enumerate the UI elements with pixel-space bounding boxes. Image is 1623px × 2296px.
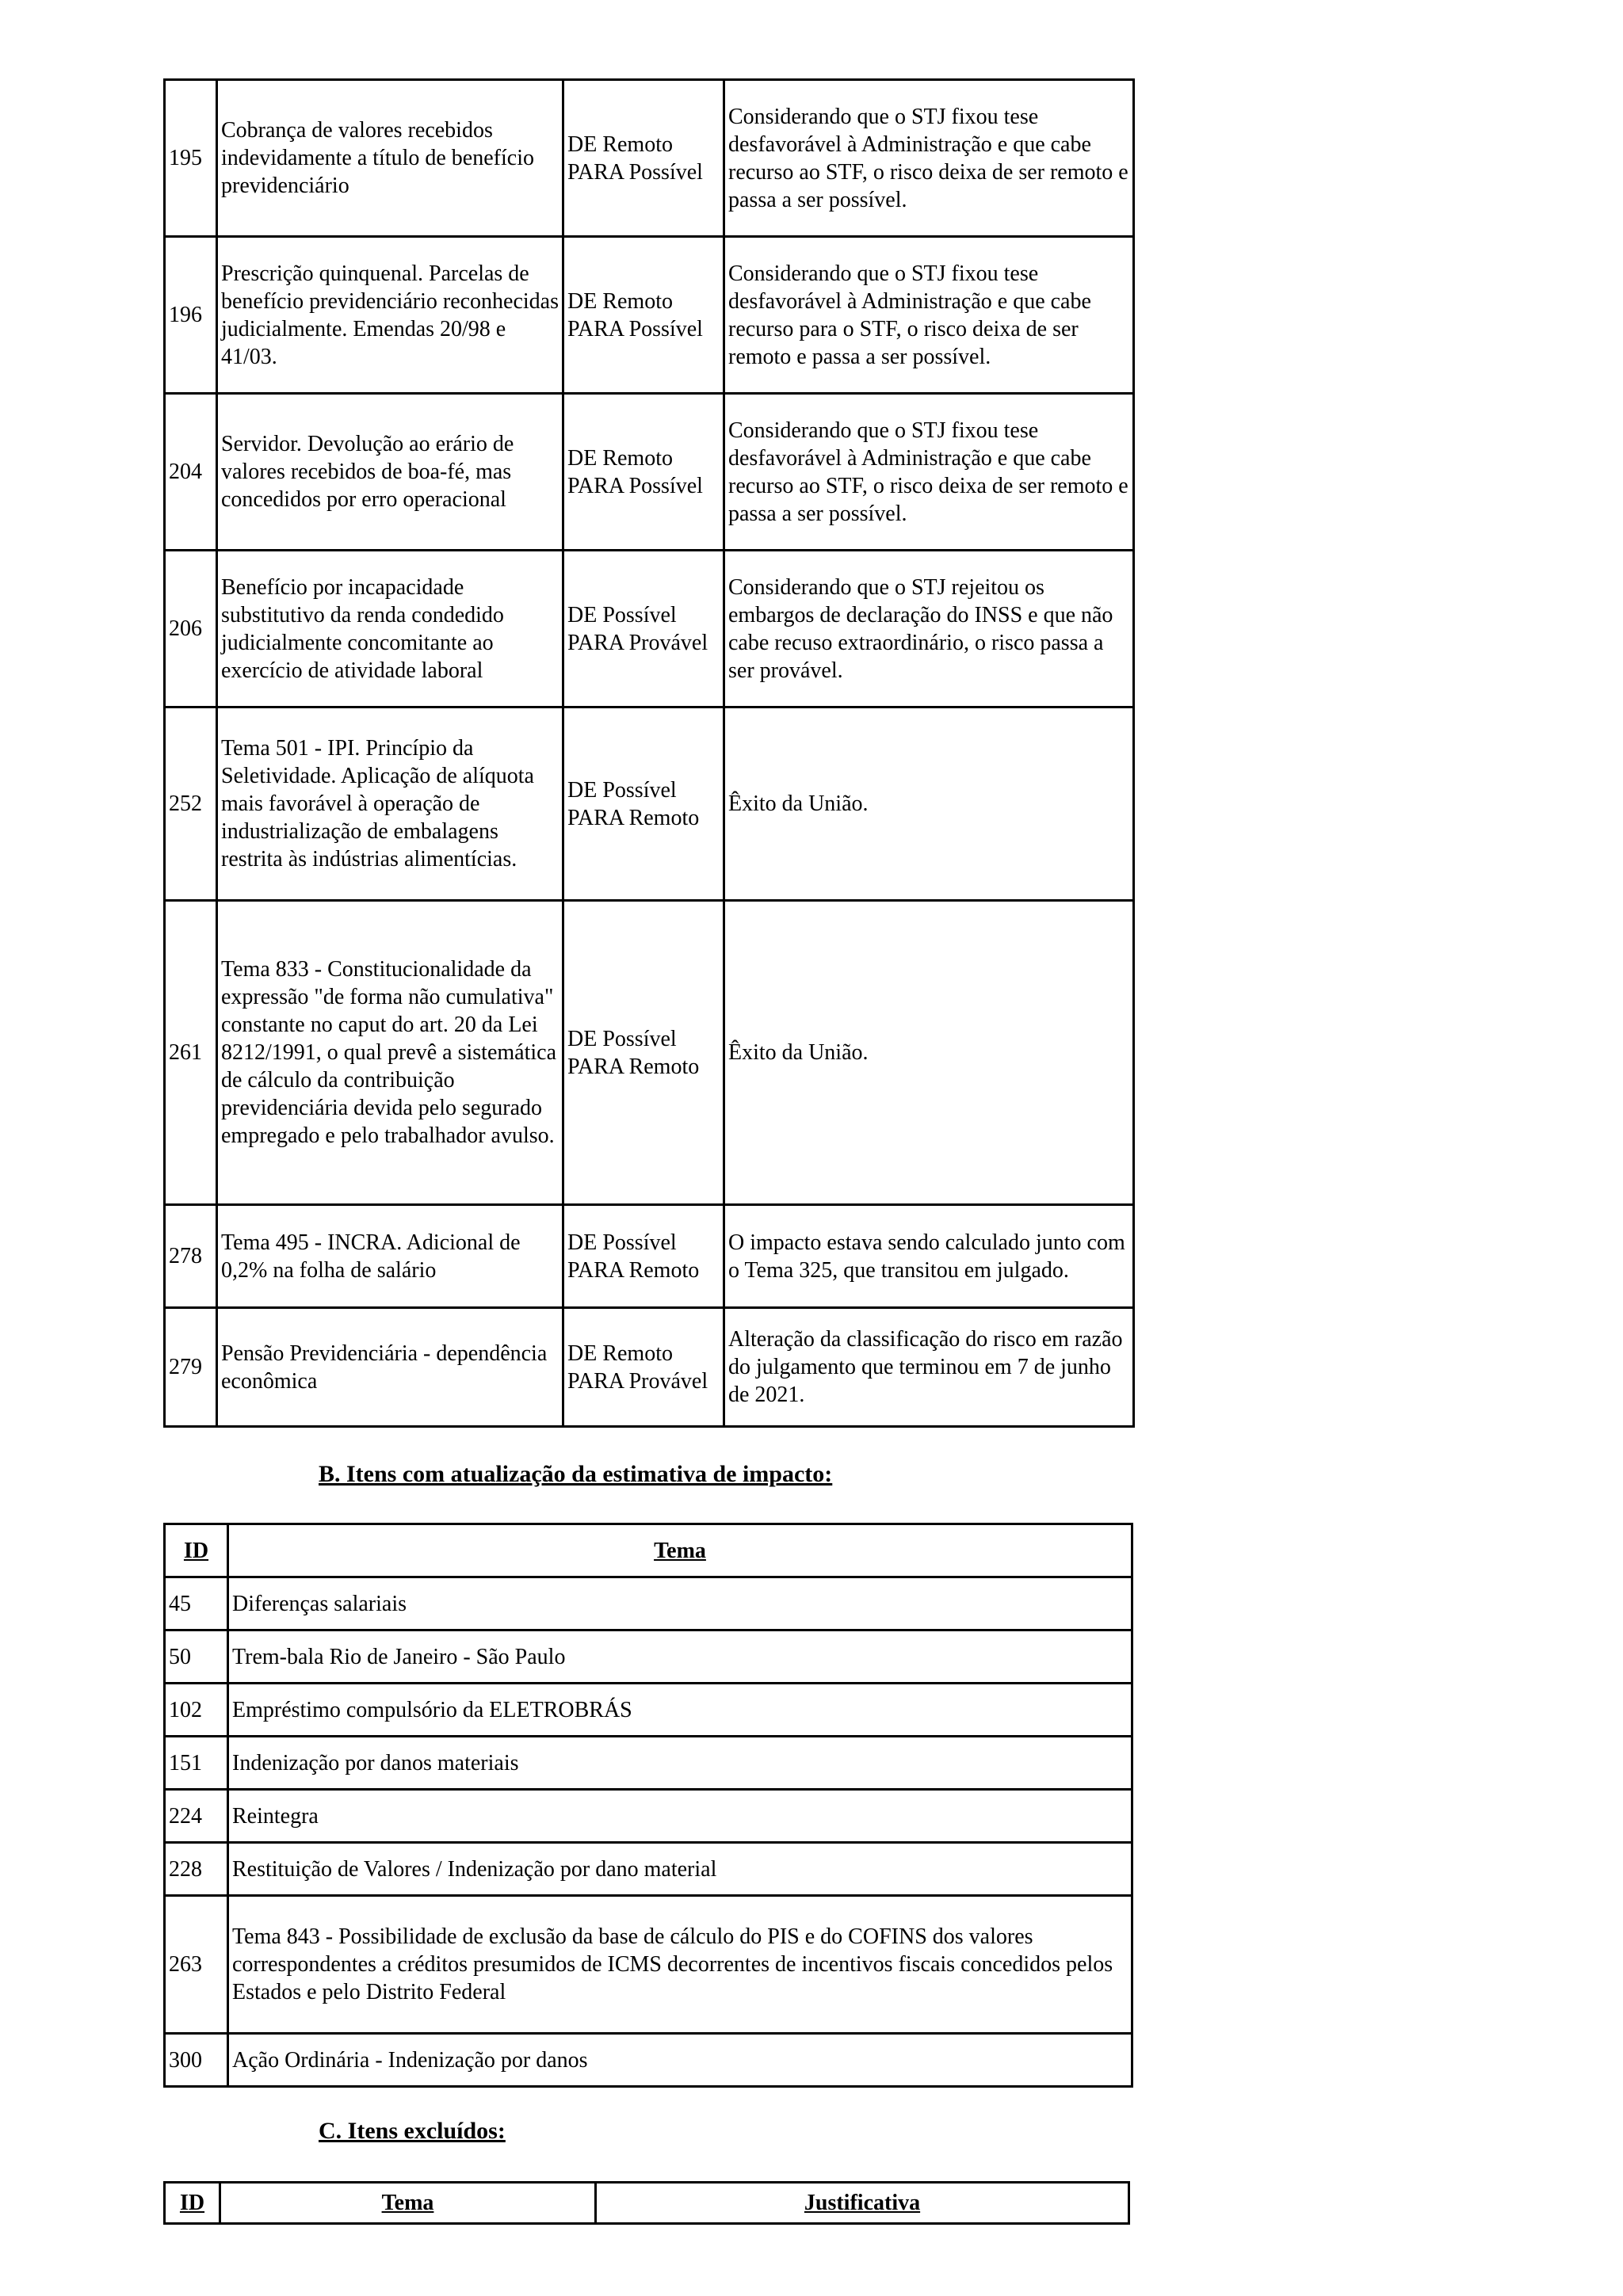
row-justificativa: Êxito da União.	[724, 901, 1134, 1205]
row-id: 206	[165, 551, 217, 707]
risk-change-table	[163, 78, 1135, 1428]
row-tema: Tema 833 - Constitucionalidade da expressão "de forma não cumulativa" constante no caput do art. 20 da Lei 8212/1991, o qual prevê a sistemática de cálculo da contribuição previdenciária devida pelo segurado empregado e pelo trabalhador avulso.	[217, 901, 563, 1205]
row-tema: Diferenças salariais	[228, 1577, 1132, 1630]
table-row	[165, 2034, 1132, 2087]
row-id: 195	[165, 80, 217, 237]
table-row	[165, 1896, 1132, 2034]
column-header-id: ID	[165, 1524, 228, 1577]
table-row	[165, 901, 1134, 1205]
row-tema: Pensão Previdenciária - dependência econômica	[217, 1308, 563, 1427]
row-justificativa: Êxito da União.	[724, 707, 1134, 901]
table-row	[165, 707, 1134, 901]
row-id: 196	[165, 237, 217, 394]
row-tema: Indenização por danos materiais	[228, 1737, 1132, 1790]
row-change: DE Remoto PARA Provável	[563, 1308, 724, 1427]
row-tema: Tema 495 - INCRA. Adicional de 0,2% na folha de salário	[217, 1205, 563, 1308]
row-change: DE Possível PARA Provável	[563, 551, 724, 707]
row-id: 300	[165, 2034, 228, 2087]
table-row	[165, 1737, 1132, 1790]
table-row	[165, 1577, 1132, 1630]
table-row	[165, 394, 1134, 551]
table-row	[165, 1205, 1134, 1308]
section-b-heading: B. Itens com atualização da estimativa de impacto:	[319, 1461, 833, 1487]
row-change: DE Possível PARA Remoto	[563, 901, 724, 1205]
row-change: DE Remoto PARA Possível	[563, 237, 724, 394]
row-tema: Tema 501 - IPI. Princípio da Seletividade. Aplicação de alíquota mais favorável à operação de industrialização de embalagens restrita às indústrias alimentícias.	[217, 707, 563, 901]
row-tema: Reintegra	[228, 1790, 1132, 1843]
table-row	[165, 237, 1134, 394]
row-tema: Trem-bala Rio de Janeiro - São Paulo	[228, 1630, 1132, 1684]
table-row	[165, 1630, 1132, 1684]
column-header-tema: Tema	[220, 2183, 596, 2224]
row-tema: Cobrança de valores recebidos indevidamente a título de benefício previdenciário	[217, 80, 563, 237]
row-id: 151	[165, 1737, 228, 1790]
table-row	[165, 551, 1134, 707]
row-id: 263	[165, 1896, 228, 2034]
row-change: DE Remoto PARA Possível	[563, 80, 724, 237]
table-row	[165, 1790, 1132, 1843]
row-id: 204	[165, 394, 217, 551]
row-id: 261	[165, 901, 217, 1205]
row-tema: Restituição de Valores / Indenização por dano material	[228, 1843, 1132, 1896]
row-change: DE Possível PARA Remoto	[563, 1205, 724, 1308]
row-justificativa: Considerando que o STJ rejeitou os embargos de declaração do INSS e que não cabe recuso extraordinário, o risco passa a ser provável.	[724, 551, 1134, 707]
row-tema: Empréstimo compulsório da ELETROBRÁS	[228, 1684, 1132, 1737]
section-c-heading: C. Itens excluídos:	[319, 2118, 506, 2144]
row-tema: Ação Ordinária - Indenização por danos	[228, 2034, 1132, 2087]
row-justificativa: Considerando que o STJ fixou tese desfavorável à Administração e que cabe recurso para o STF, o risco deixa de ser remoto e passa a ser possível.	[724, 237, 1134, 394]
table-row	[165, 1843, 1132, 1896]
row-tema: Benefício por incapacidade substitutivo da renda condedido judicialmente concomitante ao exercício de atividade laboral	[217, 551, 563, 707]
impact-update-table	[163, 1523, 1133, 2088]
table-row	[165, 1308, 1134, 1427]
column-header-tema: Tema	[228, 1524, 1132, 1577]
row-tema: Prescrição quinquenal. Parcelas de benefício previdenciário reconhecidas judicialmente. Emendas 20/98 e 41/03.	[217, 237, 563, 394]
excluded-items-table	[163, 2181, 1130, 2225]
row-justificativa: O impacto estava sendo calculado junto com o Tema 325, que transitou em julgado.	[724, 1205, 1134, 1308]
row-id: 224	[165, 1790, 228, 1843]
row-id: 102	[165, 1684, 228, 1737]
column-header-justificativa: Justificativa	[596, 2183, 1129, 2224]
row-justificativa: Considerando que o STJ fixou tese desfavorável à Administração e que cabe recurso ao STF, o risco deixa de ser remoto e passa a ser possível.	[724, 394, 1134, 551]
row-id: 279	[165, 1308, 217, 1427]
row-id: 50	[165, 1630, 228, 1684]
row-tema: Servidor. Devolução ao erário de valores recebidos de boa-fé, mas concedidos por erro operacional	[217, 394, 563, 551]
row-change: DE Possível PARA Remoto	[563, 707, 724, 901]
row-id: 278	[165, 1205, 217, 1308]
row-tema: Tema 843 - Possibilidade de exclusão da base de cálculo do PIS e do COFINS dos valores correspondentes a créditos presumidos de ICMS decorrentes de incentivos fiscais concedidos pelos Estados e pelo Distrito Federal	[228, 1896, 1132, 2034]
row-justificativa: Considerando que o STJ fixou tese desfavorável à Administração e que cabe recurso ao STF, o risco deixa de ser remoto e passa a ser possível.	[724, 80, 1134, 237]
row-change: DE Remoto PARA Possível	[563, 394, 724, 551]
row-justificativa: Alteração da classificação do risco em razão do julgamento que terminou em 7 de junho de 2021.	[724, 1308, 1134, 1427]
row-id: 252	[165, 707, 217, 901]
table-row	[165, 80, 1134, 237]
table-header-row	[165, 1524, 1132, 1577]
table-row	[165, 1684, 1132, 1737]
column-header-id: ID	[165, 2183, 220, 2224]
row-id: 228	[165, 1843, 228, 1896]
table-header-row	[165, 2183, 1129, 2224]
row-id: 45	[165, 1577, 228, 1630]
